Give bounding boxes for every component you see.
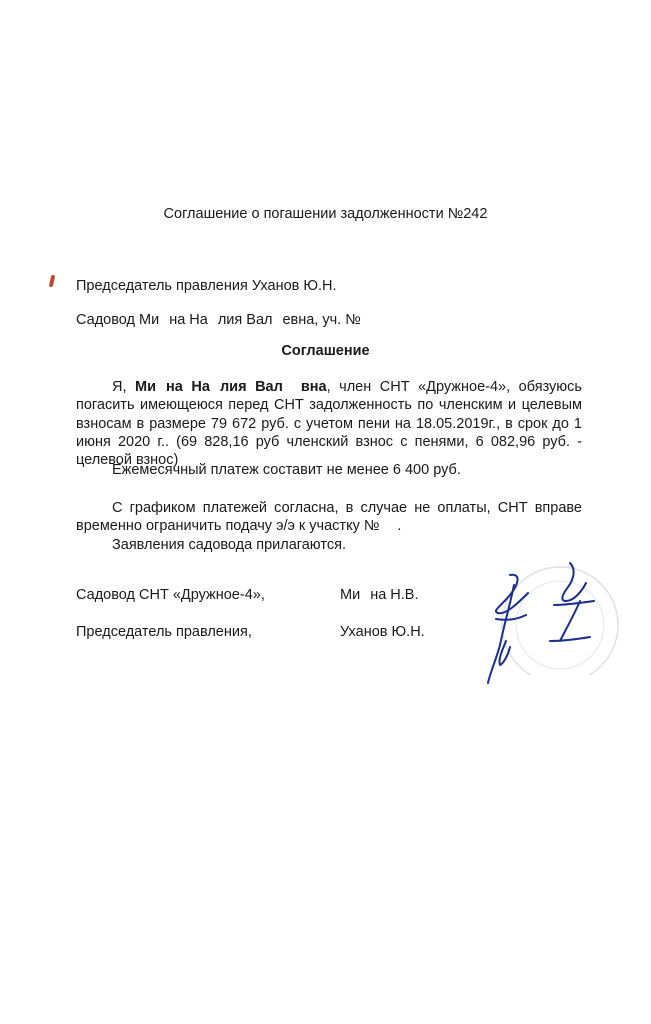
margin-mark — [49, 275, 56, 287]
para-text: Заявления садовода прилагаются. — [112, 537, 346, 553]
para-text: . — [397, 518, 402, 535]
signature-chairman-name: Уханов Ю.Н. — [340, 624, 425, 640]
document-title: Соглашение о погашении задолженности №242 — [163, 206, 488, 222]
gardener-line — [76, 311, 361, 329]
gardener-name-part: на На — [169, 312, 208, 328]
agreement-paragraph-4 — [76, 536, 582, 554]
signature-gardener-label: Садовод СНТ «Дружное-4», — [76, 587, 265, 603]
handwritten-signatures — [470, 555, 620, 695]
para-text: Я, — [112, 379, 136, 395]
gardener-initials-part: на Н.В. — [370, 587, 419, 603]
signature-chairman-label: Председатель правления, — [76, 624, 252, 640]
gardener-name-part: Садовод Ми — [76, 312, 160, 328]
agreement-paragraph-1 — [76, 378, 582, 469]
para-text: Ежемесячный платеж составит не менее 6 400 руб. — [112, 462, 461, 478]
member-name: Ми — [135, 379, 157, 395]
member-name: вна — [300, 379, 327, 395]
gardener-name-part: евна, уч. № — [282, 312, 361, 328]
signature-gardener-name — [340, 586, 419, 604]
member-name: на На — [166, 379, 210, 395]
para-text: , член СНТ «Дружное-4», обязуюсь погасить имеющеюся перед СНТ задолженность по членским и целевым взносам в размере 79 672 руб. с учетом пени на 18.05.2019г., в срок до 1 июня 2020 г.. (69 828,16 руб членский взнос с пенями, 6 082,96 руб. - целевой взнос) — [76, 379, 582, 469]
agreement-paragraph-3 — [76, 499, 582, 536]
para-text: С графиком платежей согласна, в случае не оплаты, СНТ вправе временно ограничить подачу э/э к участку № — [76, 500, 582, 535]
agreement-heading: Соглашение — [281, 343, 370, 359]
gardener-initials-part: Ми — [340, 587, 361, 603]
member-name: лия Вал — [219, 379, 283, 395]
chairman-line: Председатель правления Уханов Ю.Н. — [76, 278, 337, 294]
gardener-name-part: лия Вал — [217, 312, 273, 328]
agreement-paragraph-2 — [76, 461, 582, 479]
